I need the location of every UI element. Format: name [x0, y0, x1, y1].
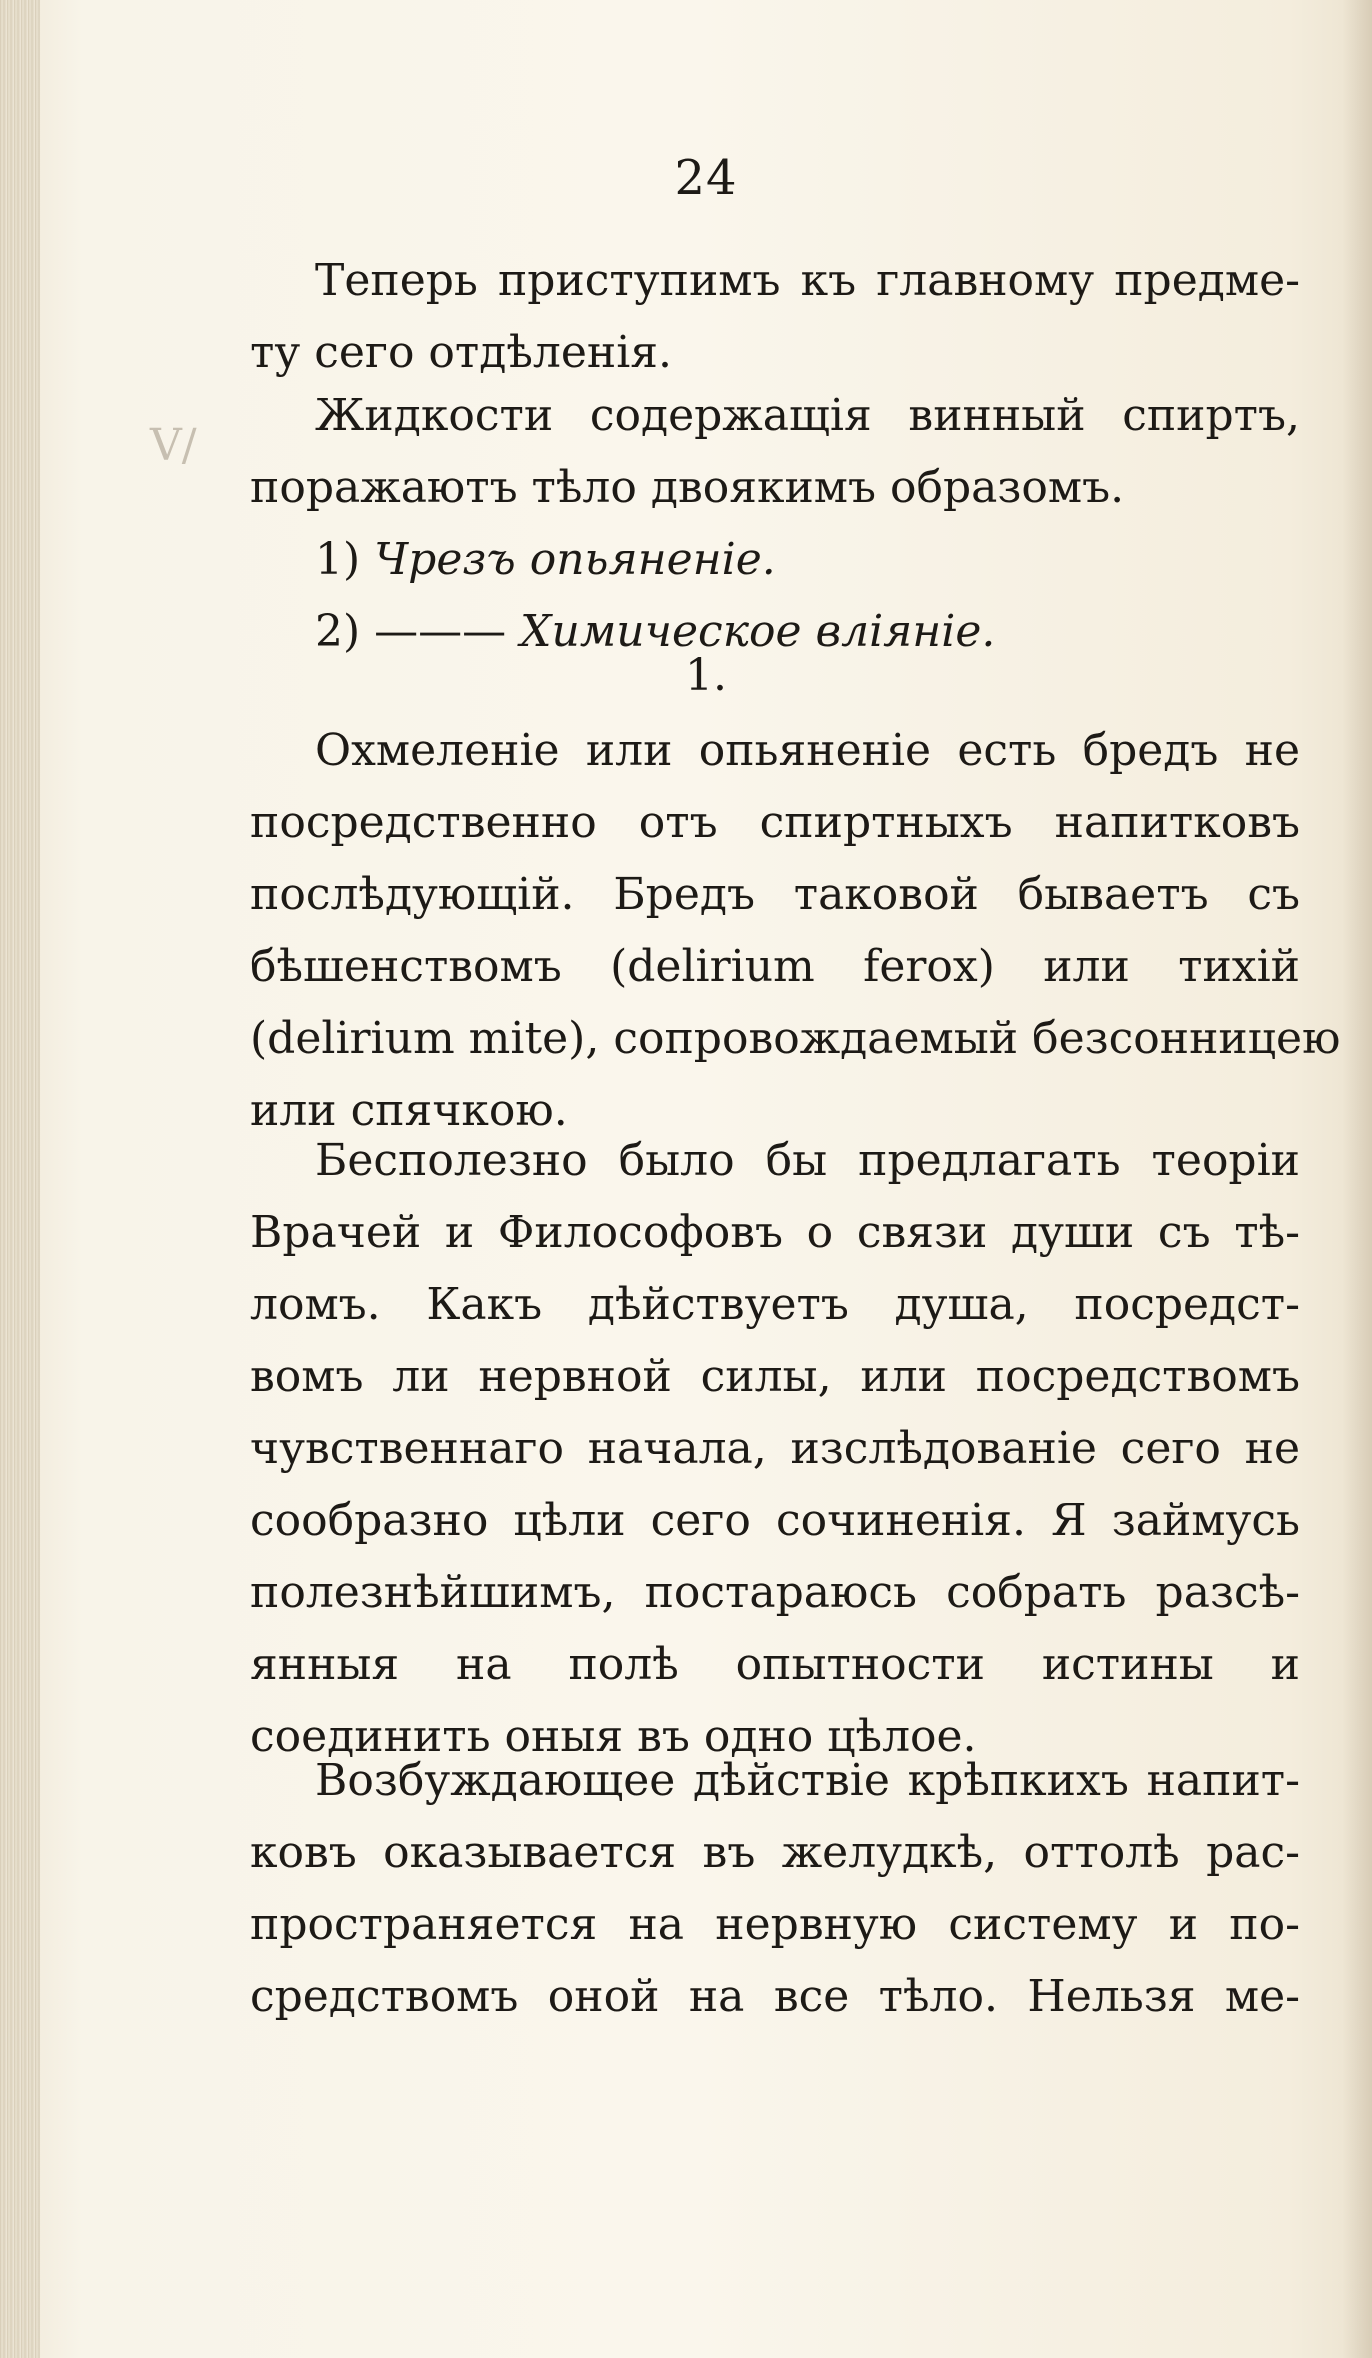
text-line: ковъ оказывается въ желудкѣ, оттолѣ рас- [250, 1827, 1300, 1878]
paragraph-effect [250, 1745, 1300, 2033]
list-item-number: 1) [315, 534, 361, 585]
list-item-text: Химическое вліяніе. [520, 606, 996, 657]
text-line: поражаютъ тѣло двоякимъ образомъ. [250, 462, 1125, 513]
text-line: полезнѣйшимъ, постараюсь собрать разсѣ- [250, 1567, 1300, 1618]
text-line: бѣшенствомъ (delirium ferox) или тихій [250, 941, 1300, 992]
text-line: сообразно цѣли сего сочиненія. Я займусь [250, 1495, 1300, 1546]
text-line: чувственнаго начала, изслѣдованіе сего не [250, 1423, 1300, 1474]
text-line: ломъ. Какъ дѣйствуетъ душа, посредст- [250, 1279, 1300, 1330]
page-binding [0, 0, 40, 2358]
list-item-number: 2) ——— [315, 606, 507, 657]
text-line: Возбуждающее дѣйствіе крѣпкихъ напит- [315, 1755, 1300, 1806]
text-line: Бесполезно было бы предлагать теоріи [315, 1135, 1300, 1186]
page-number: 24 [674, 150, 738, 206]
list-item [250, 524, 1300, 596]
liquids-paragraph [250, 380, 1300, 668]
text-line: пространяется на нервную систему и по- [250, 1899, 1300, 1950]
text-line: Охмеленіе или опьяненіе есть бредъ не [315, 725, 1300, 776]
text-line: посредственно отъ спиртныхъ напитковъ [250, 797, 1300, 848]
paragraph-intoxication [250, 715, 1341, 1147]
text-line: или спячкою. [250, 1085, 568, 1136]
paragraph-theories [250, 1125, 1300, 1773]
text-line: Врачей и Философовъ о связи души съ тѣ- [250, 1207, 1300, 1258]
section-number: 1. [685, 650, 727, 701]
text-line: Теперь приступимъ къ главному предме- [315, 255, 1300, 306]
text-line: (delirium mite), сопровождаемый безсонницею [250, 1013, 1341, 1064]
text-line: ту сего отдѣленія. [250, 327, 673, 378]
text-line: соединить оныя въ одно цѣлое. [250, 1711, 977, 1762]
list-item-text: Чрезъ опьяненіе. [374, 534, 776, 585]
intro-paragraph [250, 245, 1300, 389]
text-line: вомъ ли нервной силы, или посредствомъ [250, 1351, 1300, 1402]
text-line: средствомъ оной на все тѣло. Нельзя ме- [250, 1971, 1300, 2022]
text-line: Жидкости содержащія винный спиртъ, [315, 390, 1300, 441]
text-line: послѣдующій. Бредъ таковой бываетъ съ [250, 869, 1300, 920]
margin-handwritten-mark: V/ [150, 420, 197, 471]
text-line: янныя на полѣ опытности истины и [250, 1639, 1300, 1690]
page-edge-shadow [1342, 0, 1372, 2358]
